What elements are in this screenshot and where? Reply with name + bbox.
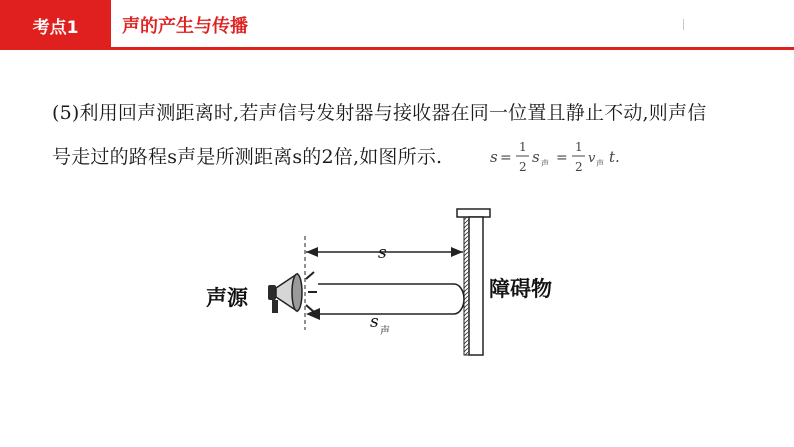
formula-v: v [588, 151, 596, 166]
formula-s2-sub: 声 [541, 159, 549, 168]
formula-eq-2: = [556, 150, 568, 166]
distance-arrowhead-left [306, 247, 318, 257]
frac2-den: 2 [575, 160, 583, 174]
obstacle-label: 障碍物 [489, 277, 552, 301]
paragraph-line-2: 号走过的路程s声是所测距离s的2倍,如图所示. [52, 146, 443, 168]
header-underline [111, 47, 794, 50]
megaphone-icon [268, 272, 317, 313]
path-label: s [370, 312, 379, 332]
topic-tab[interactable]: 考点1 [0, 0, 111, 50]
formula-s2: s [532, 148, 540, 166]
section-title: 声的产生与传播 [122, 16, 248, 37]
echo-formula [488, 133, 638, 179]
frac1-den: 2 [519, 160, 527, 174]
sound-path [318, 284, 464, 314]
obstacle-pole [469, 217, 483, 355]
formula-eq-1: = [500, 150, 512, 166]
formula-v-sub: 声 [596, 159, 604, 168]
source-label: 声源 [206, 286, 248, 310]
return-arrowhead [306, 308, 320, 320]
paragraph-line-1: (5)利用回声测距离时,若声信号发射器与接收器在同一位置且静止不动,则声信 [52, 102, 707, 124]
frac1-num: 1 [519, 140, 527, 154]
obstacle-cap [457, 209, 490, 217]
formula-t: t. [609, 148, 620, 166]
path-label-sub: 声 [380, 326, 390, 337]
obstacle-hatch [464, 217, 469, 355]
distance-label: s [378, 243, 387, 263]
frac2-num: 1 [575, 140, 583, 154]
header-tick-mark [683, 19, 684, 30]
header-bar [0, 0, 794, 50]
formula-s: s [490, 148, 498, 166]
distance-arrowhead-right [451, 247, 463, 257]
